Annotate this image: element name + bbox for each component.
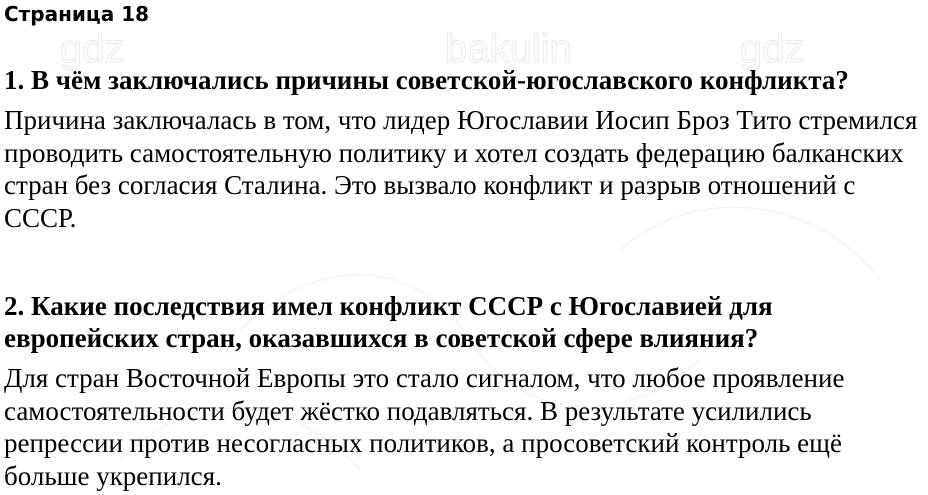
question-text: 2. Какие последствия имел конфликт СССР с Югославией для европейских стран, оказавшихся в советской сфере влияния? xyxy=(4,291,773,353)
page-title: Страница 18 xyxy=(4,2,150,26)
qa-block xyxy=(4,64,926,234)
watermark-text: gdz xyxy=(740,27,805,71)
watermark-text: gdz xyxy=(60,27,125,71)
question-text: 1. В чём заключались причины советской-югославского конфликта? xyxy=(4,65,849,95)
watermark-text: bakulin xyxy=(445,27,572,71)
qa-block xyxy=(4,290,926,492)
answer-text: Причина заключалась в том, что лидер Югославии Иосип Броз Тито стремился проводить самостоятельную политику и хотел создать федерацию балканских стран без согласия Сталина. Это вызвало конфликт и разрыв отношений с СССР. xyxy=(4,105,918,233)
answer-text: Для стран Восточной Европы это стало сигналом, что любое проявление самостоятельности будет жёстко подавляться. В результате усилились репрессии против несогласных политиков, а просоветский контроль ещё больше укрепился. xyxy=(4,363,845,491)
